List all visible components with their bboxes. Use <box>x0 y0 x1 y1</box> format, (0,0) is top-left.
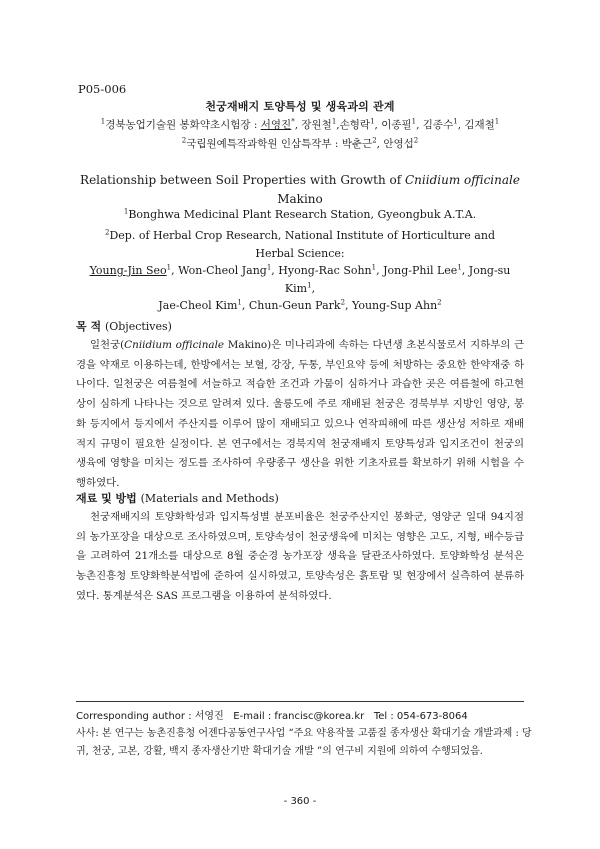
author-en: , Won-Cheol Jang <box>171 264 267 277</box>
author-en: , Hyong-Rac Sohn <box>271 264 372 277</box>
objectives-heading <box>76 318 172 334</box>
affil-mark: 2 <box>413 136 419 145</box>
corresponding-tel: Tel : 054-673-8064 <box>373 711 468 722</box>
affil-mark: 2 <box>372 136 377 145</box>
english-authors-block <box>88 227 512 315</box>
author-en: , Jong-Phil Lee <box>376 264 458 277</box>
english-title-text: Relationship between Soil Properties with Growth of <box>80 173 405 187</box>
author-separator: , <box>311 281 316 295</box>
affil-mark: 2 <box>437 298 442 307</box>
methods-heading-ko: 재료 및 방법 <box>76 492 137 505</box>
english-title-text-2: Makino <box>277 192 323 206</box>
page-number: - 360 - <box>283 796 317 807</box>
lead-author-en: Young-Jin Seo <box>89 264 167 277</box>
korean-title: 천궁재배지 토양특성 및 생육과의 관계 <box>205 100 395 113</box>
korean-authors-line1 <box>0 117 600 132</box>
author-ko: , 장원철 <box>294 119 332 131</box>
affil-mark: 2 <box>340 298 346 307</box>
english-title <box>0 171 600 209</box>
objectives-heading-en: (Objectives) <box>104 320 172 333</box>
author-en: , Chun-Geun Park <box>241 299 341 312</box>
affil-mark: 1 <box>494 117 500 126</box>
author-ko: , 김재철 <box>457 119 495 131</box>
author-ko: , 안영섭 <box>376 138 414 150</box>
affil-mark: 2 <box>181 136 187 145</box>
english-affiliation-2-text: Dep. of Herbal Crop Research, National Institute of Horticulture and Herbal Science: <box>109 229 495 260</box>
affil-mark: 1 <box>266 263 272 272</box>
methods-heading-en: (Materials and Methods) <box>140 492 279 505</box>
affil-mark: 1 <box>100 117 106 126</box>
affil-mark: 1 <box>411 117 417 126</box>
affil-mark: 1 <box>166 263 172 272</box>
english-title-species: Cniidium officinale <box>404 173 520 187</box>
methods-paragraph: 천궁재배지의 토양화학성과 입지특성별 분포비율은 천궁주산지인 봉화군, 영양군 일대 94지점의 농가포장을 대상으로 조사하였으며, 토양속성이 천궁생육에 미치는 영향은 고도, 지형, 배수등급을 고려하여 21개소를 대상으로 8월 중순경 농가포장 생육을 달관조사하였다. 토양화학성 분석은 농촌진흥청 토양화학분석법에 준하여 실시하였고, 토양속성은 흙토람 및 현장에서 실측하여 분류하였다. 통계분석은 SAS 프로그램을 이용하여 분석하였다. <box>76 511 524 602</box>
corresponding-info <box>76 707 536 722</box>
author-ko: ,손형락 <box>336 119 371 131</box>
affil-mark: 1 <box>123 207 129 216</box>
methods-heading <box>76 490 279 506</box>
objectives-species: Cniidium officinale <box>124 339 225 351</box>
author-ko: , 이종필 <box>374 119 412 131</box>
affil-mark: 1 <box>237 298 242 307</box>
footnote-divider <box>76 701 524 702</box>
author-ko: , 김종수 <box>416 119 454 131</box>
corresponding-author: Corresponding author : 서영진 <box>76 711 224 722</box>
english-affiliation-1-text: Bonghwa Medicinal Plant Research Station, Gyeongbuk A.T.A. <box>128 208 477 221</box>
english-affiliation-1 <box>0 208 600 221</box>
affil-mark: 1 <box>453 117 458 126</box>
corresponding-email: E-mail : francisc@korea.kr <box>233 711 365 722</box>
author-en: , Jong-su Kim <box>284 264 511 295</box>
abstract-code: P05-006 <box>78 82 127 96</box>
objectives-text-b: Makino)은 미나리과에 속하는 다년생 초본식물로서 지하부의 근경을 약재로 이용하는데, 한방에서는 보혈, 강장, 두통, 부인요약 등에 처방하는 중요한 한약재중 하나이다. 일천궁은 여름철에 서늘하고 적습한 조건과 가뭄이 심하거나 과습한 곳은 여름철에 하고현상이 심하게 나타나는 것으로 알려져 있다. 울릉도에 주로 재배된 천궁은 경북부부 지방인 영양, 봉화 등지에서 등지에서 주산지를 이루어 많이 재배되고 있으나 연작피해에 따른 생산성 저하로 재배적지 규명이 필요한 실정이다. 본 연구에서는 경북지역 천궁재배지 토양특성과 입지조건이 천궁의 생육에 영향을 미치는 정도를 조사하여 우량종구 생산을 위한 기초자료를 확보하기 위해 시험을 수행하였다. <box>76 339 525 489</box>
objectives-heading-ko: 목 적 <box>76 320 102 333</box>
affil-mark: 1 <box>371 263 377 272</box>
corresponding-mark: * <box>291 117 295 126</box>
affil-mark: 1 <box>457 263 462 272</box>
affil-mark: 2 <box>104 228 110 237</box>
affil-mark: 1 <box>331 117 337 126</box>
affil-mark: 1 <box>307 280 312 289</box>
lead-author-ko: 서영진 <box>260 119 292 131</box>
affiliation-ko-2: 국립원예특작과학원 인삼특작부 : 박춘근 <box>186 138 373 150</box>
author-en: , Young-Sup Ahn <box>345 299 438 312</box>
korean-authors-line2 <box>0 136 600 151</box>
affil-mark: 1 <box>370 117 375 126</box>
author-en: Jae-Cheol Kim <box>158 299 238 312</box>
funding-acknowledgement: 사사: 본 연구는 농촌진흥청 어젠다공동연구사업 “주요 약용작물 고품질 종자생산 확대기술 개발과제 : 당귀, 천궁, 고본, 강활, 백지 종자생산기반 확대기술 개발 ”의 연구비 지원에 의하여 수행되었음. <box>76 728 532 757</box>
objectives-text-a: 일천궁( <box>90 339 125 351</box>
affiliation-ko-1: 경북농업기술원 봉화약초시험장 : <box>105 119 261 131</box>
objectives-paragraph <box>76 336 524 494</box>
